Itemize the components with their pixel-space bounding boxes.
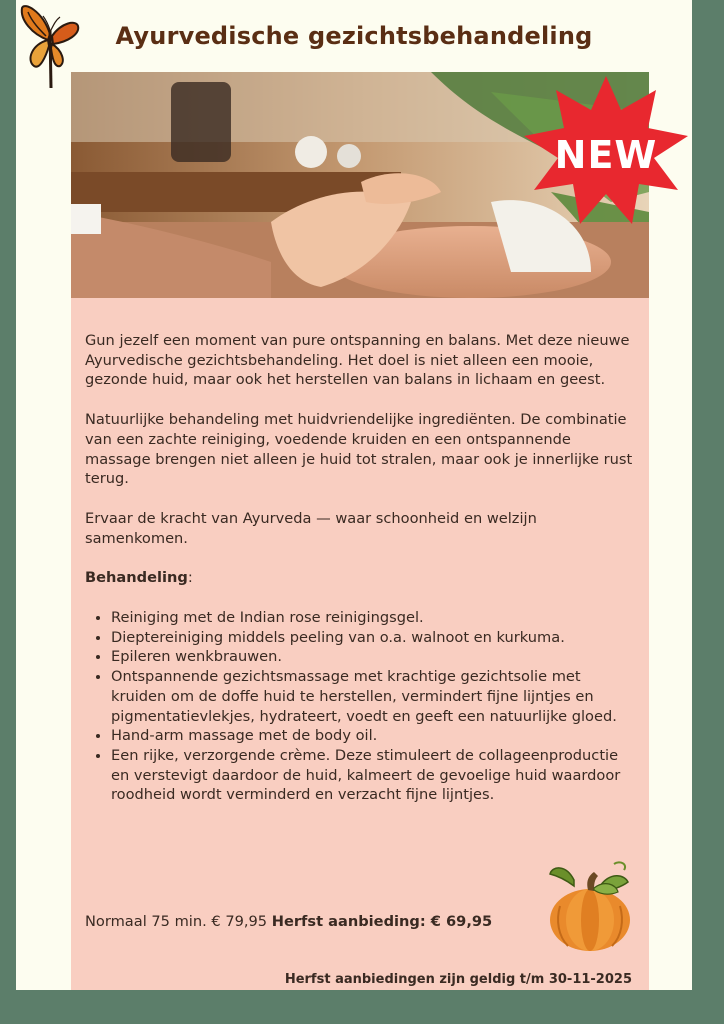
treatment-heading-colon: : bbox=[187, 569, 193, 587]
offer-price: Herfst aanbieding: € 69,95 bbox=[271, 913, 493, 930]
page-title: Ayurvedische gezichtsbehandeling bbox=[115, 22, 593, 50]
price-line bbox=[85, 913, 555, 930]
intro-paragraph: Gun jezelf een moment van pure ontspanning en balans. Met deze nieuwe Ayurvedische gezichtsbehandeling. Het doel is niet alleen een mooie, gezonde huid, maar ook het herstellen van balans in lichaam en geest. bbox=[85, 332, 630, 389]
validity-note: Herfst aanbiedingen zijn geldig t/m 30-11-2025 bbox=[284, 972, 632, 987]
pumpkin-icon bbox=[544, 858, 636, 954]
treatment-heading-line bbox=[85, 568, 633, 588]
list-item: • Een rijke, verzorgende crème. Deze stimuleert de collageenproductie en verstevigt daardoor de huid, kalmeert de gevoelige huid waardoor roodheid wordt verminderd en verzacht fijne lijntjes. bbox=[111, 746, 633, 805]
list-item: • Ontspannende gezichtsmassage met krachtige gezichtsolie met kruiden om de doffe huid te herstellen, vermindert fijne lijntjes en pigmentatievlekjes, hydrateert, voedt en geeft een natuurlijke gloed. bbox=[111, 667, 633, 726]
list-item: • Hand-arm massage met de body oil. bbox=[111, 726, 633, 746]
list-item: • Reiniging met de Indian rose reinigingsgel. bbox=[111, 608, 633, 628]
treatment-heading: Behandeling bbox=[85, 569, 188, 587]
ingredients-paragraph: Natuurlijke behandeling met huidvriendelijke ingrediënten. De combinatie van een zachte reiniging, voedende kruiden en een ontspannende massage brengen niet alleen je huid tot stralen, maar ook je innerlijke rust terug. bbox=[85, 411, 633, 488]
description bbox=[85, 331, 633, 805]
treatment-list bbox=[85, 608, 633, 805]
list-item: • Dieptereiniging middels peeling van o.a. walnoot en kurkuma. bbox=[111, 628, 633, 648]
new-badge-label: NEW bbox=[554, 133, 658, 177]
regular-price: Normaal 75 min. € 79,95 bbox=[85, 913, 268, 930]
list-item: • Epileren wenkbrauwen. bbox=[111, 647, 633, 667]
new-badge bbox=[520, 74, 692, 234]
ayurveda-paragraph: Ervaar de kracht van Ayurveda — waar schoonheid en welzijn samenkomen. bbox=[85, 509, 537, 547]
